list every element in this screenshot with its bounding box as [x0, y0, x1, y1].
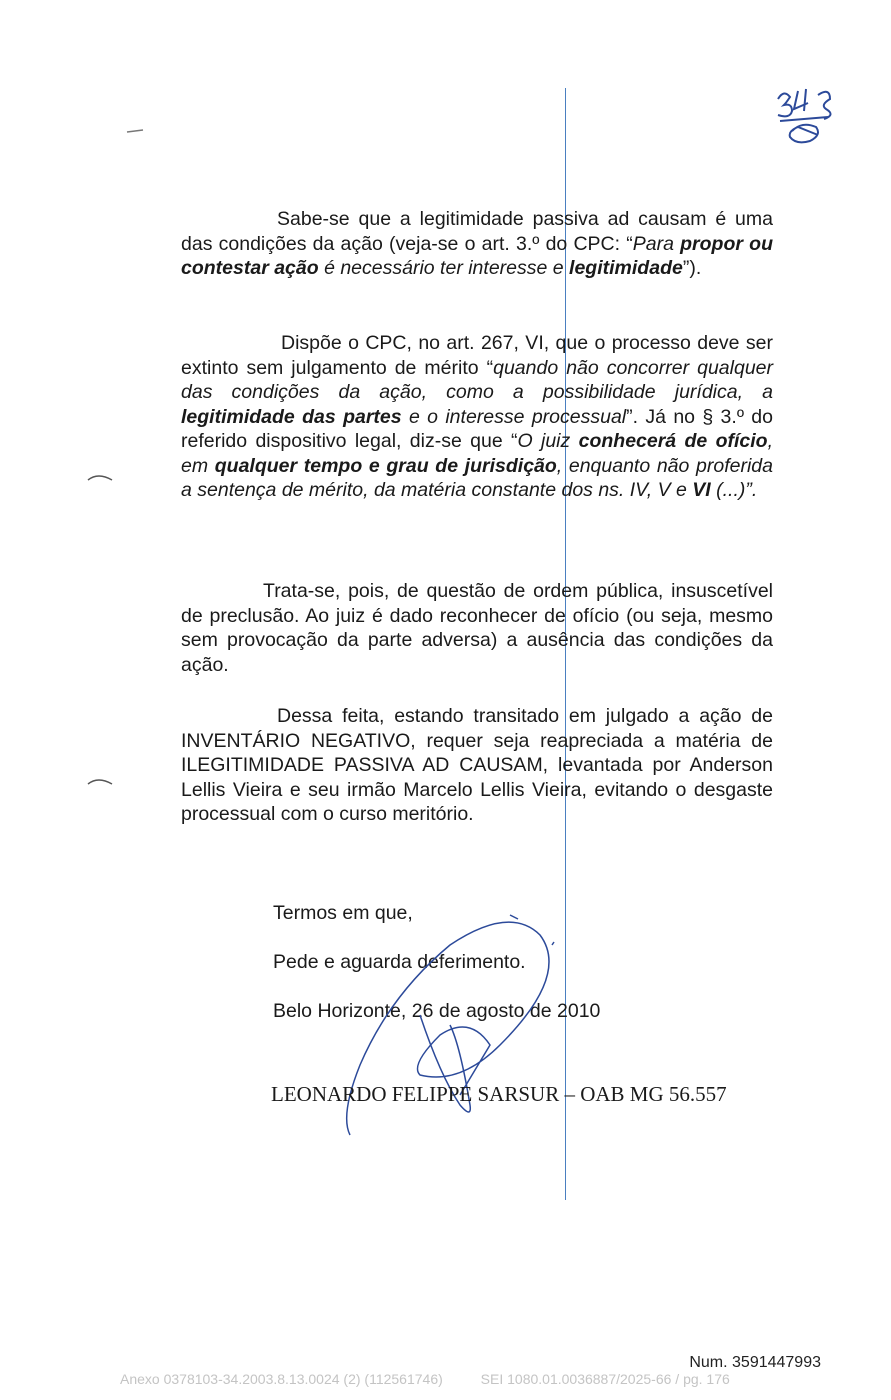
quote-text: é necessário ter interesse e: [318, 257, 570, 279]
quote-text-bold: propor ou contestar ação: [181, 232, 773, 279]
quote-text: quando não concorrer qualquer das condições da ação, como a possibilidade jurídica, a: [181, 356, 773, 403]
paragraph-text: ”.: [745, 479, 758, 501]
document-number: Num. 3591447993: [689, 1354, 821, 1371]
paragraph-text: ”. Já no § 3.º do referido dispositivo legal, diz-se que “: [181, 405, 773, 452]
quote-text-bold: conhecerá de ofício: [578, 430, 768, 452]
quote-text-bold: qualquer tempo e grau de jurisdição: [214, 454, 557, 477]
paragraph-text: Sabe-se que a legitimidade passiva ad causam é uma das condições da ação (veja-se o art. 3.º do CPC: “: [181, 208, 773, 255]
margin-mark: [125, 124, 155, 138]
quote-text: O juiz: [517, 430, 579, 452]
closing-place-date: Belo Horizonte, 26 de agosto de 2010: [273, 1000, 601, 1022]
handwritten-signature: [330, 905, 600, 1145]
paragraph-text: Dispõe o CPC, no art. 267, VI, que o processo deve ser extinto sem julgamento de mérito “: [181, 332, 773, 379]
footer-stamp-left: Anexo 0378103-34.2003.8.13.0024 (2) (112561746): [120, 1371, 443, 1387]
margin-mark: [86, 774, 116, 788]
paragraph-text: Dessa feita, estando transitado em julgado a ação de INVENTÁRIO NEGATIVO, requer seja reapreciada a matéria de ILEGITIMIDADE PASSIVA AD CAUSAM, levantada por Anderson Lellis Vieira e seu irmão Marcelo Lellis Vieira, evitando o desgaste processual com o curso meritório.: [181, 705, 773, 825]
paragraph-text: ”).: [682, 257, 702, 279]
margin-mark: [86, 470, 116, 484]
footer-stamp: [120, 1371, 764, 1387]
paragraph-text: Trata-se, pois, de questão de ordem pública, insuscetível de preclusão. Ao juiz é dado reconhecer de ofício (ou seja, mesmo sem provocação da parte adversa) a ausência das condições da ação.: [181, 580, 773, 676]
quote-text: (...): [710, 479, 746, 501]
page-number-stamp: [770, 85, 850, 155]
closing-terms: Termos em que,: [273, 902, 413, 924]
paragraph-legitimidade: [181, 207, 773, 281]
paragraph-requerimento: [181, 704, 773, 827]
signer-name: LEONARDO FELIPPE SARSUR – OAB MG 56.557: [271, 1082, 727, 1106]
quote-text-bold: legitimidade das partes: [181, 405, 402, 428]
quote-text: , enquanto não proferida a sentença de mérito, da matéria constante dos ns. IV, V e: [181, 454, 773, 501]
closing-request: Pede e aguarda deferimento.: [273, 951, 526, 973]
quote-text: , em: [181, 430, 774, 477]
quote-text: Para: [632, 232, 681, 255]
paragraph-cpc-267: [181, 331, 773, 503]
paragraph-ordem-publica: [181, 579, 773, 677]
quote-text-bold: legitimidade: [569, 257, 683, 279]
quote-text: e o interesse processual: [401, 405, 627, 428]
quote-text-bold: VI: [692, 479, 711, 501]
footer-stamp-right: SEI 1080.01.0036887/2025-66 / pg. 176: [480, 1371, 730, 1387]
